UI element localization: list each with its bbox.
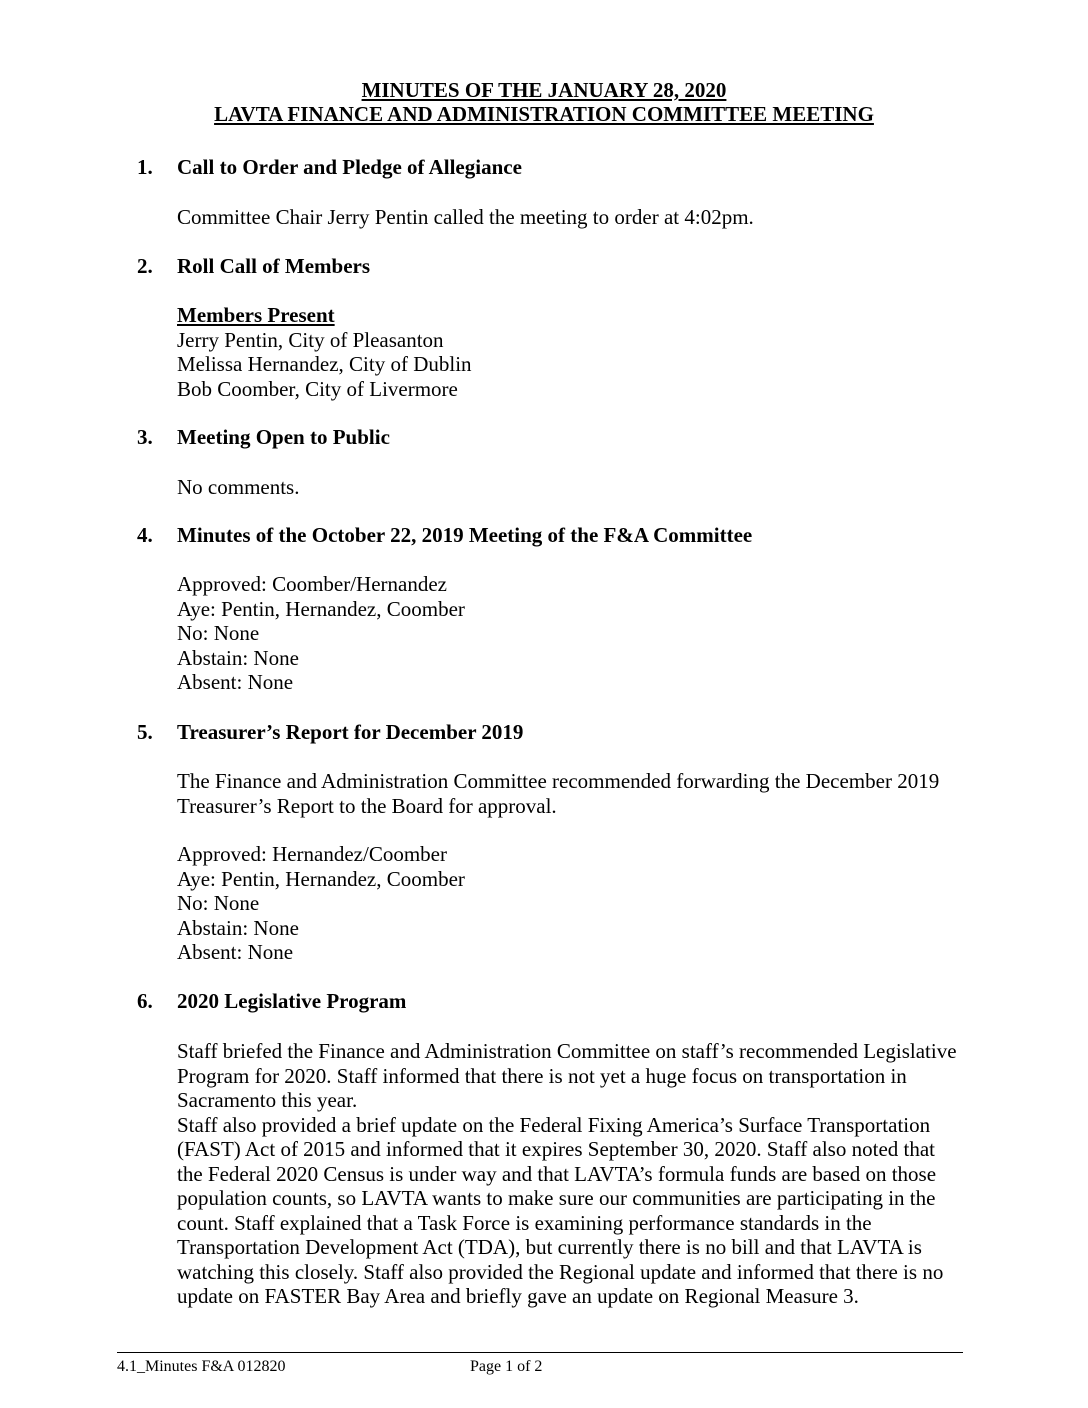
footer-divider bbox=[117, 1352, 963, 1353]
section-3-body bbox=[177, 475, 977, 500]
section-6-body bbox=[177, 1039, 977, 1309]
section-title: Meeting Open to Public bbox=[177, 425, 390, 449]
vote-line: No: None bbox=[177, 621, 260, 645]
section-title: Treasurer’s Report for December 2019 bbox=[177, 720, 524, 744]
body-line: Treasurer’s Report to the Board for approval. bbox=[177, 793, 557, 818]
body-line: watching this closely. Staff also provided the Regional update and informed that there is no bbox=[177, 1259, 944, 1284]
body-line: Sacramento this year. bbox=[177, 1088, 358, 1112]
footer-page-number: Page 1 of 2 bbox=[470, 1358, 543, 1375]
vote-line: No: None bbox=[177, 891, 260, 915]
member-line: Jerry Pentin, City of Pleasanton bbox=[177, 327, 444, 352]
section-1-heading bbox=[137, 155, 522, 180]
body-line: update on FASTER Bay Area and briefly gave an update on Regional Measure 3. bbox=[177, 1284, 859, 1308]
section-2-body bbox=[177, 303, 977, 401]
body-line: (FAST) Act of 2015 and informed that it expires September 30, 2020. Staff also noted that bbox=[177, 1137, 935, 1161]
section-number: 3. bbox=[137, 425, 153, 449]
section-4-heading bbox=[137, 523, 752, 548]
body-line: population counts, so LAVTA wants to make sure our communities are participating in the bbox=[177, 1186, 936, 1210]
section-3-heading bbox=[137, 425, 390, 450]
vote-line: Abstain: None bbox=[177, 915, 299, 940]
section-title: Call to Order and Pledge of Allegiance bbox=[177, 155, 522, 179]
section-5-heading bbox=[137, 720, 523, 745]
section-title: Minutes of the October 22, 2019 Meeting of the F&A Committee bbox=[177, 523, 753, 547]
body-line: The Finance and Administration Committee recommended forwarding the December 2019 bbox=[177, 769, 940, 793]
body-line: Staff briefed the Finance and Administration Committee on staff’s recommended Legislative bbox=[177, 1039, 957, 1063]
section-number: 2. bbox=[137, 254, 153, 278]
body-line: Transportation Development Act (TDA), but currently there is no bill and that LAVTA is bbox=[177, 1235, 922, 1259]
members-present-subheading: Members Present bbox=[177, 303, 335, 327]
vote-line: Absent: None bbox=[177, 940, 294, 964]
section-4-body bbox=[177, 572, 977, 695]
section-5-votes bbox=[177, 842, 977, 965]
vote-line: Abstain: None bbox=[177, 645, 299, 670]
document-title-line-1: MINUTES OF THE JANUARY 28, 2020 bbox=[361, 78, 727, 102]
member-line: Melissa Hernandez, City of Dublin bbox=[177, 352, 472, 376]
body-line: the Federal 2020 Census is under way and that LAVTA’s formula funds are based on those bbox=[177, 1161, 937, 1186]
body-line: count. Staff explained that a Task Force is examining performance standards in the bbox=[177, 1210, 872, 1235]
vote-line: Approved: Hernandez/Coomber bbox=[177, 842, 447, 866]
section-1-body bbox=[177, 205, 977, 230]
body-line: Committee Chair Jerry Pentin called the meeting to order at 4:02pm. bbox=[177, 205, 754, 229]
footer-document-id: 4.1_Minutes F&A 012820 bbox=[117, 1358, 286, 1375]
body-line: Program for 2020. Staff informed that there is not yet a huge focus on transportation in bbox=[177, 1063, 907, 1088]
section-title: Roll Call of Members bbox=[177, 254, 371, 278]
vote-line: Approved: Coomber/Hernandez bbox=[177, 572, 447, 596]
section-6-heading bbox=[137, 989, 406, 1014]
section-2-heading bbox=[137, 254, 370, 279]
body-line: Staff also provided a brief update on the Federal Fixing America’s Surface Transportation bbox=[177, 1112, 931, 1137]
section-number: 1. bbox=[137, 155, 153, 179]
section-number: 5. bbox=[137, 720, 153, 744]
body-line: No comments. bbox=[177, 475, 300, 499]
vote-line: Aye: Pentin, Hernandez, Coomber bbox=[177, 866, 465, 891]
vote-line: Absent: None bbox=[177, 670, 294, 694]
section-title: 2020 Legislative Program bbox=[177, 989, 407, 1013]
section-number: 4. bbox=[137, 523, 153, 547]
vote-line: Aye: Pentin, Hernandez, Coomber bbox=[177, 596, 465, 621]
document-title-line-2: LAVTA FINANCE AND ADMINISTRATION COMMITTEE MEETING bbox=[214, 102, 874, 126]
member-line: Bob Coomber, City of Livermore bbox=[177, 376, 458, 401]
section-number: 6. bbox=[137, 989, 153, 1013]
section-5-paragraph bbox=[177, 769, 977, 818]
